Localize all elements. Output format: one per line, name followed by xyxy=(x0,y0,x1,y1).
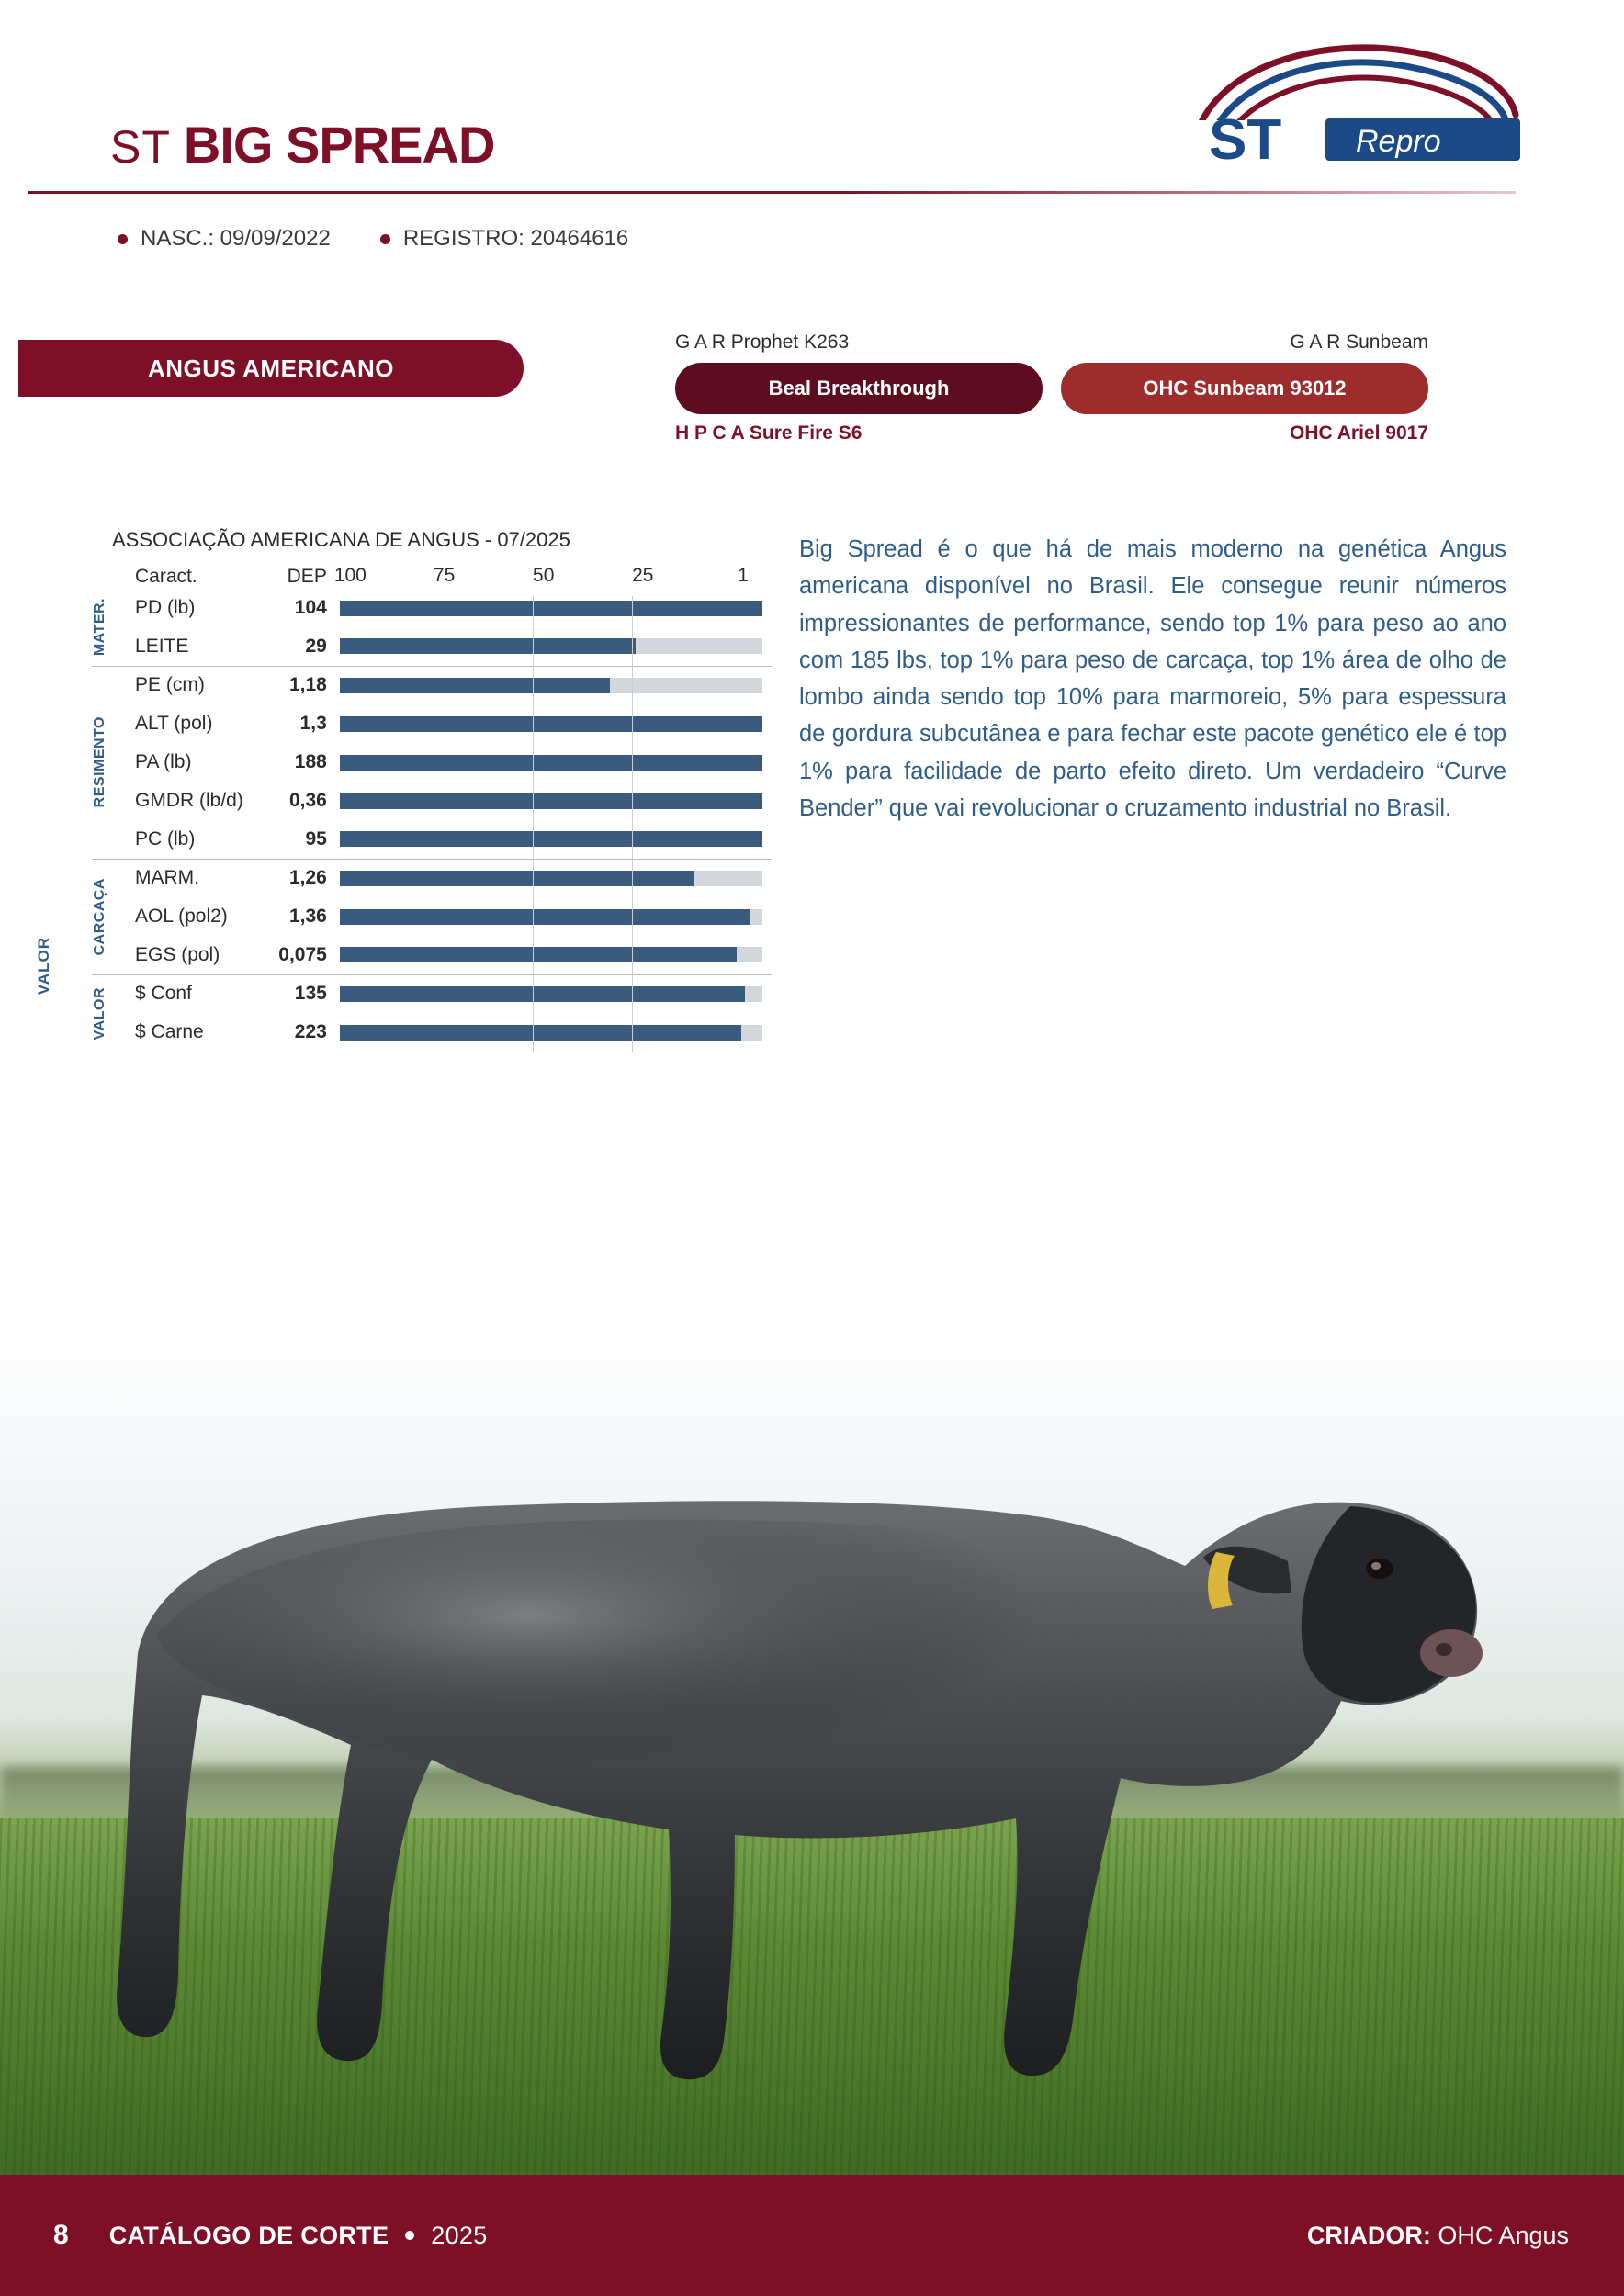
epd-trait-name: GMDR (lb/d) xyxy=(135,790,243,811)
page-title xyxy=(110,116,495,174)
epd-group-label: VALOR xyxy=(92,986,107,1040)
sire-granddam: H P C A Sure Fire S6 xyxy=(675,422,863,445)
epd-trait-name: $ Carne xyxy=(135,1021,204,1042)
dam-grandsire: G A R Sunbeam xyxy=(1290,332,1428,353)
scale-tick: 50 xyxy=(533,565,555,586)
pedigree-sire xyxy=(675,331,1043,445)
page-number: 8 xyxy=(53,2220,69,2250)
epd-scale xyxy=(333,565,772,589)
epd-group-label: RESIMENTO xyxy=(92,716,107,808)
epd-bar-track xyxy=(340,755,762,771)
footer-catalog-label: CATÁLOGO DE CORTE xyxy=(108,2221,389,2249)
footer-year: 2025 xyxy=(431,2221,488,2249)
epd-trait-name: PA (lb) xyxy=(135,751,192,772)
epd-trait-value: 1,26 xyxy=(276,859,340,897)
bullet-icon xyxy=(118,234,128,244)
epd-trait-value: 104 xyxy=(294,597,327,618)
epd-bar-track xyxy=(340,947,762,962)
breeder-name: OHC Angus xyxy=(1438,2221,1569,2249)
epd-row xyxy=(92,743,772,782)
epd-bar-fill xyxy=(340,1025,741,1041)
title-main: BIG SPREAD xyxy=(183,116,495,174)
scale-tick: 25 xyxy=(632,565,654,586)
epd-trait-value: 95 xyxy=(305,827,327,850)
epd-trait-name: LEITE xyxy=(135,635,189,657)
breed-badge xyxy=(18,340,524,397)
epd-trait-name: PC (lb) xyxy=(135,827,196,850)
footer-catalog xyxy=(109,2222,488,2250)
dam-granddam: OHC Ariel 9017 xyxy=(1290,422,1428,445)
epd-bar-fill xyxy=(340,716,762,732)
pedigree-dam xyxy=(1061,331,1428,445)
epd-gridline xyxy=(533,596,534,1052)
epd-bar-fill xyxy=(340,947,737,962)
dam-name: OHC Sunbeam 93012 xyxy=(1061,363,1428,414)
page-footer xyxy=(0,2175,1624,2296)
epd-row xyxy=(92,897,772,936)
scale-tick: 1 xyxy=(738,565,749,586)
footer-breeder xyxy=(1307,2222,1569,2250)
breed-label: ANGUS AMERICANO xyxy=(148,354,394,382)
epd-row xyxy=(92,782,772,820)
epd-bar-track xyxy=(340,638,762,654)
st-repro-logo xyxy=(1192,41,1523,165)
epd-bar-fill xyxy=(340,831,762,847)
svg-text:ST: ST xyxy=(1209,108,1282,165)
epd-row xyxy=(92,666,772,704)
epd-trait-value: 1,36 xyxy=(288,906,327,927)
epd-bar-fill xyxy=(340,678,610,693)
title-prefix: ST xyxy=(110,121,184,173)
epd-title: ASSOCIAÇÃO AMERICANA DE ANGUS - 07/2025 xyxy=(112,528,570,551)
bull-illustration xyxy=(101,1378,1497,2103)
epd-trait-name: PE (cm) xyxy=(135,666,276,704)
epd-group-label: CARCAÇA xyxy=(92,877,107,956)
birth-date: NASC.: 09/09/2022 xyxy=(141,226,331,251)
scale-tick: 75 xyxy=(433,565,456,586)
scale-tick: 100 xyxy=(333,565,367,586)
epd-grid xyxy=(92,565,772,1052)
epd-bar-fill xyxy=(340,601,762,616)
epd-bar-fill xyxy=(340,871,694,886)
epd-trait-value: 29 xyxy=(305,635,327,657)
valor-group-label: VALOR xyxy=(35,937,52,996)
epd-trait-value: 0,36 xyxy=(288,790,327,811)
epd-trait-value: 188 xyxy=(294,751,327,772)
epd-group-label: MATER. xyxy=(92,598,107,657)
epd-header-dep: DEP xyxy=(287,566,327,587)
epd-row xyxy=(92,589,772,627)
epd-bar-track xyxy=(340,601,762,616)
sire-grandsire: G A R Prophet K263 xyxy=(675,332,850,353)
epd-bar-track xyxy=(340,831,762,847)
epd-trait-name: AOL (pol2) xyxy=(135,906,228,927)
epd-row xyxy=(92,936,772,974)
epd-gridline xyxy=(632,596,633,1052)
epd-header-carac: Caract. xyxy=(135,566,197,587)
epd-chart xyxy=(92,528,772,1052)
epd-bar-track xyxy=(340,793,762,809)
bullet-icon xyxy=(405,2231,414,2240)
breeder-label: CRIADOR: xyxy=(1306,2221,1431,2249)
epd-trait-name: EGS (pol) xyxy=(135,943,220,965)
epd-row xyxy=(92,974,772,1013)
epd-trait-value: 1,18 xyxy=(276,666,340,704)
epd-bar-fill xyxy=(340,909,750,925)
epd-row xyxy=(92,627,772,666)
epd-bar-track xyxy=(340,678,762,693)
epd-trait-name: ALT (pol) xyxy=(135,713,213,734)
logo-repro-text: Repro xyxy=(1356,124,1441,159)
epd-trait-value: 0,075 xyxy=(278,943,327,965)
epd-bar-fill xyxy=(340,755,762,771)
epd-bar-track xyxy=(340,909,762,925)
epd-trait-name: MARM. xyxy=(135,859,276,897)
animal-photo xyxy=(0,1322,1624,2177)
epd-trait-value: 135 xyxy=(276,974,340,1013)
epd-trait-name: PD (lb) xyxy=(135,597,196,618)
registry-number: REGISTRO: 20464616 xyxy=(402,226,629,251)
title-divider xyxy=(28,191,1516,194)
epd-row xyxy=(92,820,772,859)
epd-bar-track xyxy=(340,716,762,732)
epd-bar-fill xyxy=(340,793,762,809)
bullet-icon xyxy=(380,234,390,244)
epd-trait-value: 1,3 xyxy=(299,713,327,734)
epd-trait-name: $ Conf xyxy=(135,974,276,1013)
epd-bar-fill xyxy=(340,986,746,1002)
epd-bar-track xyxy=(340,986,762,1002)
sire-name: Beal Breakthrough xyxy=(675,363,1043,414)
epd-bar-fill xyxy=(340,638,636,654)
description-text: Big Spread é o que há de mais moderno na genética Angus americana disponível no Brasil. Ele consegue reunir números impressionantes de performance, sendo top 1% para peso ao ano com 185 lbs, top 1% para peso de carcaça, top 1% área de olho de lombo ainda sendo top 10% para marmoreio, 5% para espessura de gordura subcutânea e para fechar este pacote genético ele é top 1% para facilidade de parto efeito direto. Um verdadeiro “Curve Bender” que vai revolucionar o cruzamento industrial no Brasil. xyxy=(799,536,1506,821)
epd-row xyxy=(92,1013,772,1052)
epd-row xyxy=(92,704,772,743)
epd-trait-value: 223 xyxy=(294,1021,327,1042)
epd-row xyxy=(92,859,772,897)
epd-bar-track xyxy=(340,871,762,886)
animal-meta xyxy=(118,226,628,252)
epd-bar-track xyxy=(340,1025,762,1041)
